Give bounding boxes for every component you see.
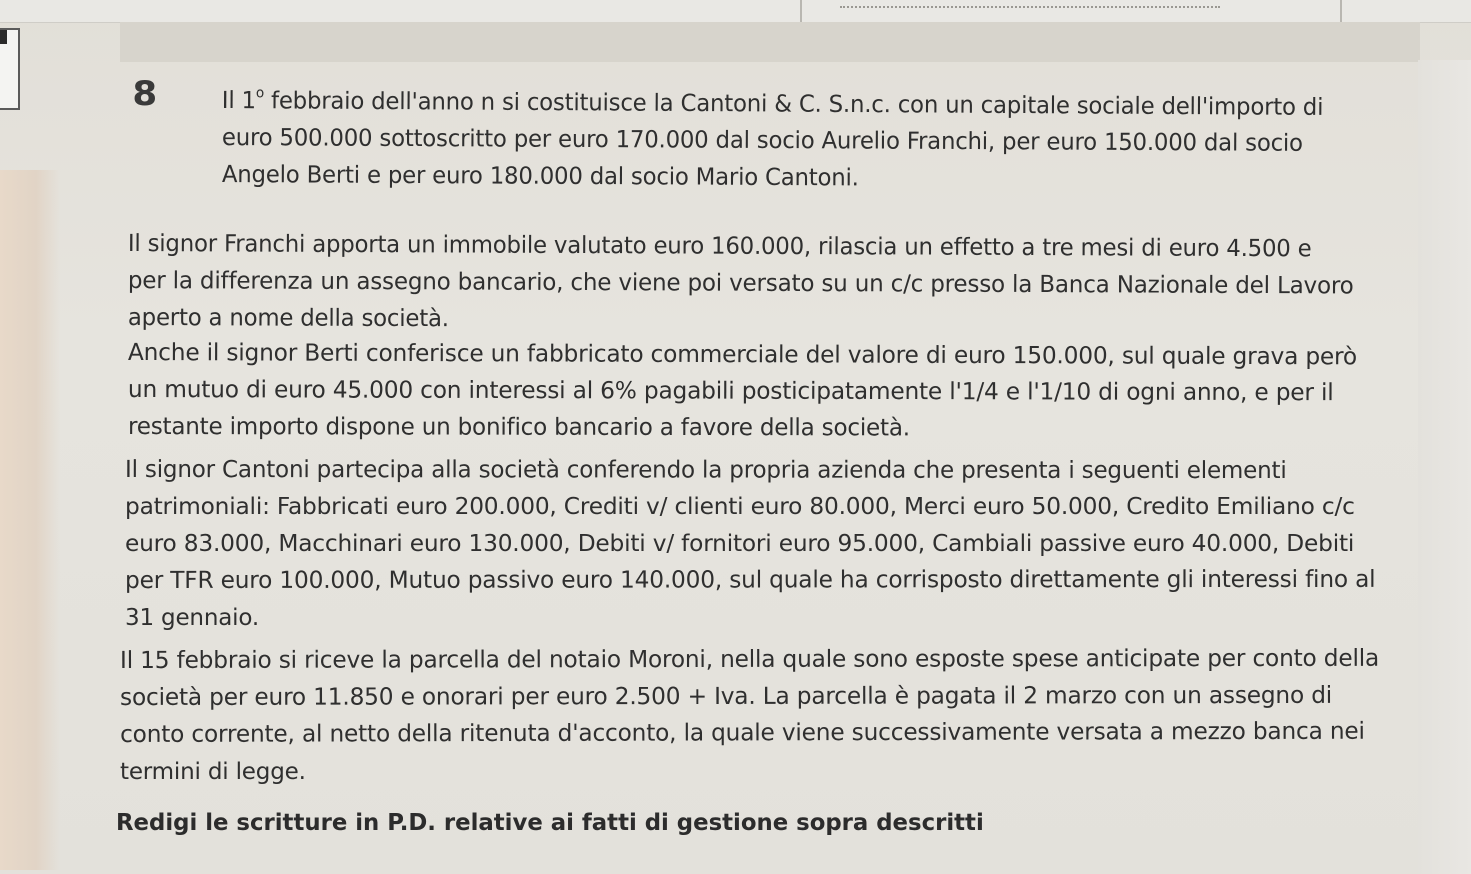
- paragraph-notaio: [120, 642, 1392, 790]
- text-line: patrimoniali: Fabbricati euro 200.000, Crediti v/ clienti euro 80.000, Merci euro 50.000, Credito Emiliano c/c: [125, 492, 1355, 520]
- text-line: società per euro 11.850 e onorari per euro 2.500 + Iva. La parcella è pagata il 2 marzo con un assegno di: [120, 680, 1333, 711]
- page-margin-shadow: [0, 170, 60, 870]
- text-line: aperto a nome della società.: [127, 302, 449, 333]
- text-line: Angelo Berti e per euro 180.000 dal socio Mario Cantoni.: [221, 159, 859, 192]
- header-band: [120, 22, 1420, 62]
- paragraph-cantoni: [125, 451, 1388, 636]
- divider: [1340, 0, 1342, 22]
- superscript: o: [255, 85, 265, 102]
- divider: [800, 0, 802, 22]
- exercise-number: 8: [132, 74, 158, 114]
- text-line: 31 gennaio.: [125, 603, 259, 631]
- text-line: un mutuo di euro 45.000 con interessi al 6% pagabili posticipatamente l'1/4 e l'1/10 di ogni anno, e per il: [127, 375, 1334, 407]
- text-line: termini di legge.: [120, 757, 306, 785]
- task-instruction: Redigi le scritture in P.D. relative ai fatti di gestione sopra descritti: [116, 808, 984, 836]
- text-line: Il 1$^o$ febbraio dell'anno n si costituisce la Cantoni & C. S.n.c. con un capitale sociale dell'importo di: [221, 85, 1324, 121]
- dotted-line: [840, 6, 1220, 8]
- exercise-intro: [222, 75, 1358, 193]
- text-line: per la differenza un assegno bancario, che viene poi versato su un c/c presso la Banca Nazionale del Lavoro: [127, 265, 1354, 300]
- right-margin: [1418, 60, 1471, 874]
- text-line: Anche il signor Berti conferisce un fabbricato commerciale del valore di euro 150.000, sul quale grava però: [127, 337, 1358, 371]
- text-line: restante importo dispone un bonifico bancario a favore della società.: [127, 412, 910, 442]
- paragraph-berti: [128, 334, 1369, 445]
- text-line: Il 15 febbraio si riceve la parcella del notaio Moroni, nella quale sono esposte spese anticipate per conto della: [120, 643, 1380, 674]
- page-edge-mark: [0, 30, 7, 44]
- text-line: Il signor Franchi apporta un immobile valutato euro 160.000, rilascia un effetto a tre mesi di euro 4.500 e: [127, 228, 1312, 263]
- text-line: conto corrente, al netto della ritenuta d'acconto, la quale viene successivamente versata a mezzo banca nei: [120, 716, 1365, 748]
- text-line: Il signor Cantoni partecipa alla società conferendo la propria azienda che presenta i seguenti elementi: [124, 455, 1287, 485]
- text-line: euro 500.000 sottoscritto per euro 170.000 dal socio Aurelio Franchi, per euro 150.000 dal socio: [221, 122, 1303, 157]
- page-top-strip: [0, 0, 1471, 23]
- text-line: per TFR euro 100.000, Mutuo passivo euro 140.000, sul quale ha corrisposto direttamente gli interessi fino al: [125, 564, 1376, 594]
- text-line: euro 83.000, Macchinari euro 130.000, Debiti v/ fornitori euro 95.000, Cambiali passive euro 40.000, Debiti: [125, 529, 1355, 557]
- paragraph-franchi: [128, 225, 1379, 336]
